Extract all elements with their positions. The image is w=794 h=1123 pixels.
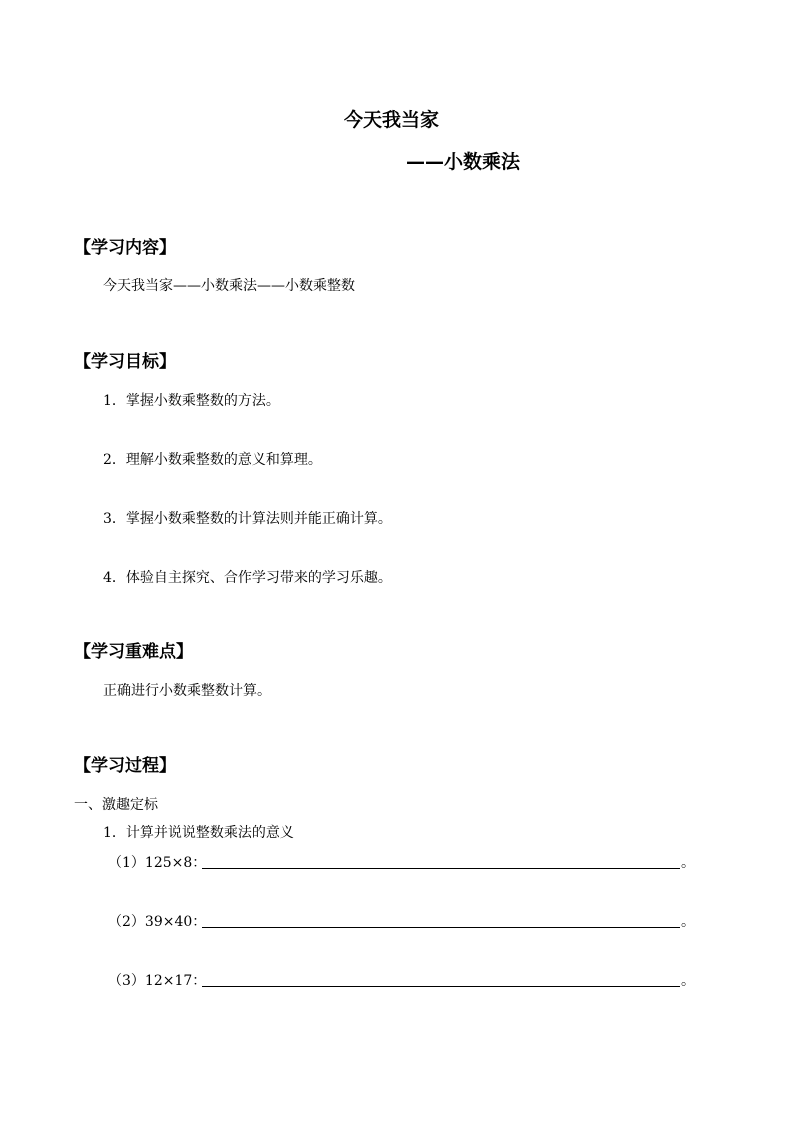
content-text: 今天我当家——小数乘法——小数乘整数 [103, 278, 355, 294]
goal-item-2: 2．理解小数乘整数的意义和算理。 [103, 452, 322, 468]
page-title: 今天我当家 [344, 109, 440, 131]
goal-item-1: 1．掌握小数乘整数的方法。 [103, 393, 280, 409]
exercise-label-1: （1）125×8： [108, 855, 207, 871]
page-subtitle: ——小数乘法 [406, 151, 521, 173]
answer-blank-1[interactable] [202, 868, 680, 869]
goal-item-3: 3．掌握小数乘整数的计算法则并能正确计算。 [103, 511, 392, 527]
exercise-label-2: （2）39×40： [108, 914, 207, 930]
section-heading-content: 【学习内容】 [74, 238, 176, 258]
exercise-end-2: 。 [681, 914, 695, 930]
answer-blank-2[interactable] [202, 927, 680, 928]
process-question-1: 1．计算并说说整数乘法的意义 [103, 825, 294, 841]
section-heading-difficulty: 【学习重难点】 [74, 642, 193, 662]
process-part-1: 一、激趣定标 [74, 797, 158, 813]
exercise-label-3: （3）12×17： [108, 973, 207, 989]
exercise-end-3: 。 [681, 973, 695, 989]
goal-item-4: 4．体验自主探究、合作学习带来的学习乐趣。 [103, 570, 392, 586]
difficulty-text: 正确进行小数乘整数计算。 [103, 683, 271, 699]
exercise-end-1: 。 [681, 855, 695, 871]
section-heading-goals: 【学习目标】 [74, 352, 176, 372]
section-heading-process: 【学习过程】 [74, 756, 176, 776]
answer-blank-3[interactable] [202, 986, 680, 987]
